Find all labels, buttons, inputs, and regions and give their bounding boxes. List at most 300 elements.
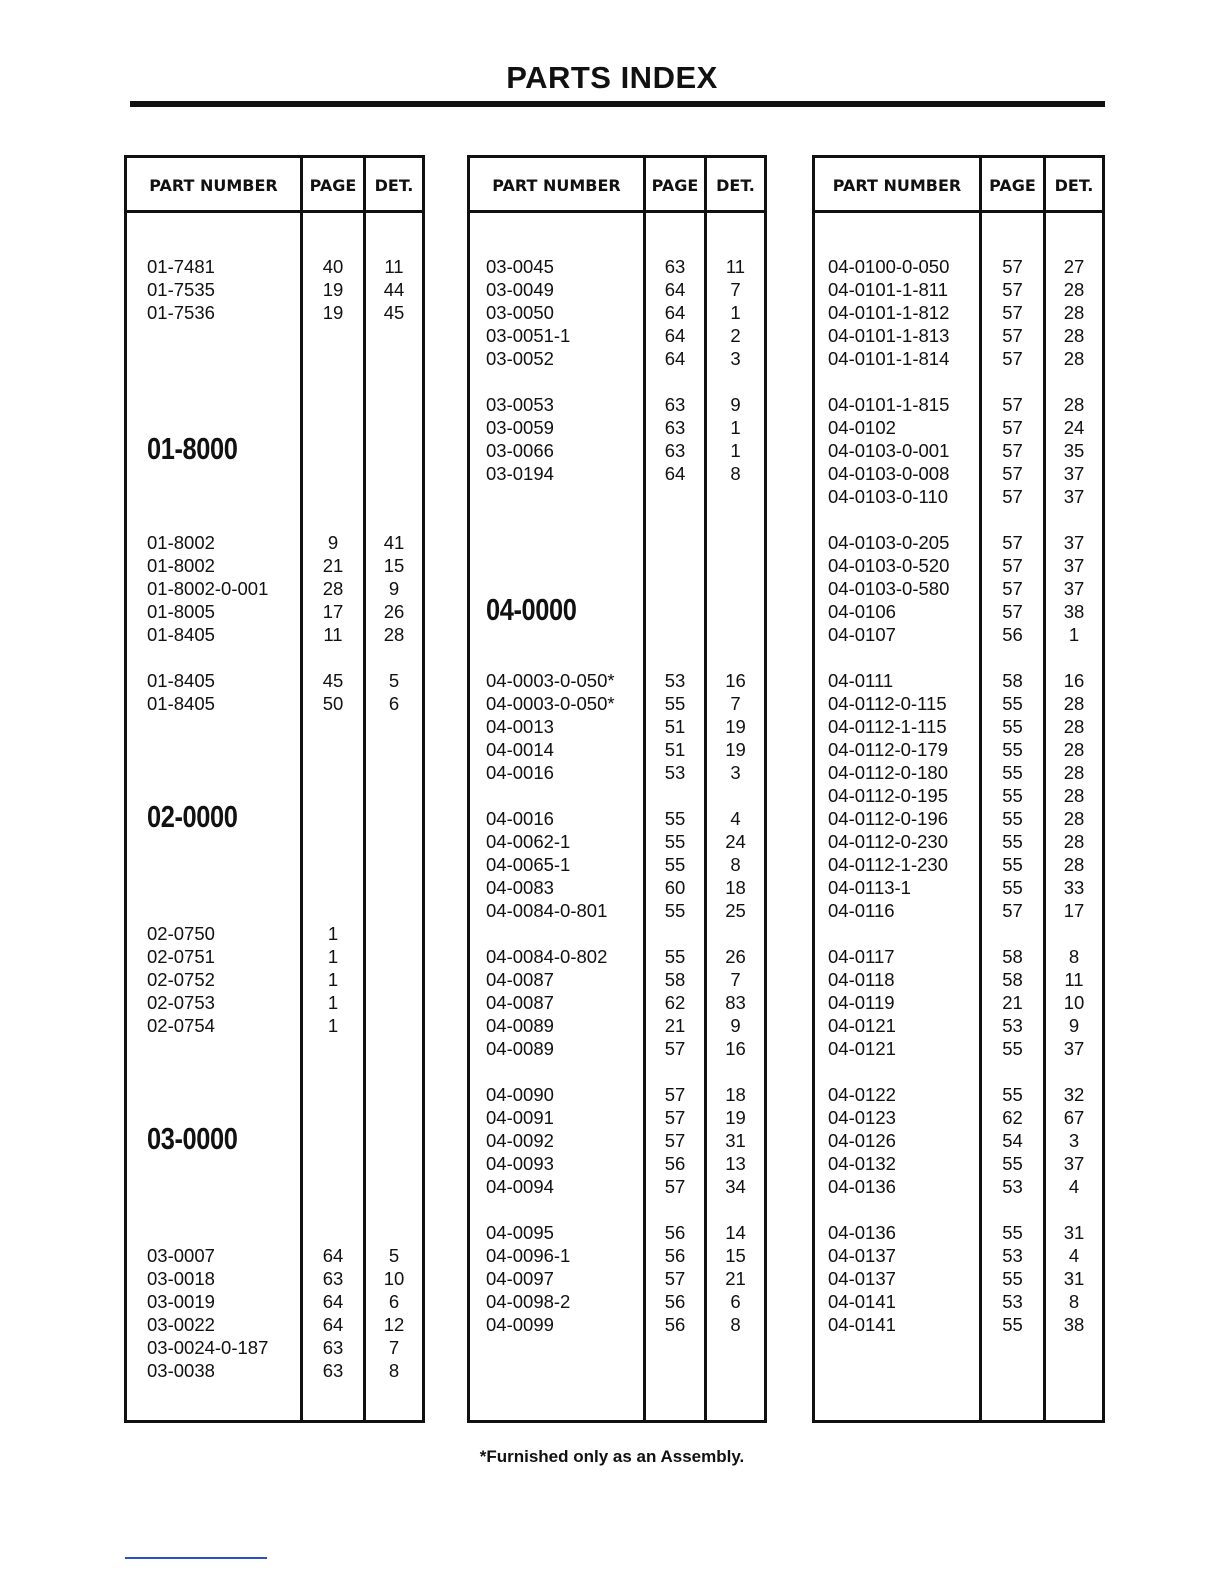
detail-number: 28 [1063,808,1085,829]
page-number: 55 [1002,693,1023,714]
detail-number: 11 [1064,969,1084,990]
part-number: 04-0084-0-802 [486,946,608,967]
part-number: 04-0141 [828,1291,896,1312]
part-number: 03-0053 [486,394,554,415]
part-number: 04-0101-1-815 [828,394,950,415]
table-row [470,945,764,968]
page-number: 63 [664,256,686,277]
part-number: 03-0051-1 [486,325,571,346]
part-number: 04-0016 [486,808,554,829]
detail-number: 37 [1063,1153,1085,1174]
table-row [815,807,1102,830]
detail-number: 8 [1068,1291,1080,1312]
part-number: 04-0083 [486,877,554,898]
page-number: 64 [664,279,686,300]
page-number: 64 [664,325,686,346]
table-row [815,462,1102,485]
detail-number: 37 [1063,532,1085,553]
detail-number: 25 [725,900,746,921]
detail-number: 7 [388,1337,400,1358]
detail-number: 17 [1063,900,1085,921]
page-number: 55 [664,808,686,829]
page-number: 55 [1002,785,1023,806]
table-row [815,278,1102,301]
section-heading: 04-0000 [486,592,577,627]
part-number: 03-0066 [486,440,554,461]
table-row [127,669,422,692]
part-number: 04-0119 [828,992,895,1013]
part-number: 04-0123 [828,1107,896,1128]
page-number: 63 [322,1337,344,1358]
part-number: 04-0016 [486,762,554,783]
page-number: 57 [1002,440,1023,461]
part-number: 03-0007 [147,1245,215,1266]
page-number: 57 [1002,578,1023,599]
page-number: 40 [322,256,344,277]
table-row [815,554,1102,577]
header-rule [127,210,422,213]
part-number: 04-0111 [828,670,894,691]
table-row [127,692,422,715]
detail-number: 7 [730,969,741,990]
page-number: 58 [1002,670,1023,691]
table-row [127,1014,422,1037]
page-number: 57 [664,1084,686,1105]
part-number: 01-8405 [147,670,215,691]
detail-number: 32 [1063,1084,1085,1105]
part-number: 01-7535 [147,279,215,300]
page-number: 64 [322,1245,344,1266]
table-row [470,1221,764,1244]
bottom-rule [125,1557,267,1559]
header-det: DET. [1054,176,1094,195]
table-row [127,1359,422,1382]
part-number: 04-0112-0-230 [828,831,948,852]
page-number: 55 [1002,1153,1023,1174]
page-number: 53 [1002,1245,1023,1266]
part-number: 04-0089 [486,1015,554,1036]
table-row [470,393,764,416]
header-det: DET. [716,176,755,195]
table-row [127,623,422,646]
part-number: 04-0090 [486,1084,554,1105]
detail-number: 31 [1063,1222,1085,1243]
detail-number: 9 [1068,1015,1080,1036]
part-number: 03-0022 [147,1314,215,1335]
part-number: 04-0106 [828,601,896,622]
table-row [127,577,422,600]
footnote: *Furnished only as an Assembly. [479,1447,745,1466]
page-number: 55 [1002,854,1023,875]
page-number: 55 [1002,1222,1023,1243]
table-row [470,439,764,462]
part-number: 04-0091 [486,1107,554,1128]
detail-number: 6 [388,1291,400,1312]
page-number: 55 [664,854,686,875]
parts-table-2 [467,155,767,1423]
header-part-number: PART NUMBER [492,176,621,195]
part-number: 04-0065-1 [486,854,571,875]
detail-number: 10 [1063,992,1085,1013]
page-number: 19 [322,279,344,300]
section-heading: 02-0000 [147,799,238,834]
page-number: 57 [1002,417,1023,438]
table-row [127,922,422,945]
part-number: 04-0084-0-801 [486,900,608,921]
table-row [127,278,422,301]
page-number: 53 [1002,1176,1023,1197]
page-number: 57 [1002,256,1023,277]
part-number: 04-0112-1-230 [828,854,948,875]
part-number: 04-0099 [486,1314,554,1335]
page-number: 55 [1002,1268,1023,1289]
table-row [470,1106,764,1129]
table-row [815,715,1102,738]
detail-number: 9 [730,1015,741,1036]
detail-number: 28 [1063,693,1085,714]
page-number: 56 [1002,624,1023,645]
page-number: 9 [327,532,339,553]
page-number: 63 [664,440,686,461]
table-row [815,968,1102,991]
table-row [470,1267,764,1290]
part-number: 04-0092 [486,1130,554,1151]
part-number: 01-8405 [147,624,215,645]
detail-number: 3 [730,348,741,369]
table-row [470,347,764,370]
table-row [127,554,422,577]
part-number: 02-0754 [147,1015,215,1036]
page-number: 1 [327,923,339,944]
detail-number: 1 [1068,624,1080,645]
page-number: 1 [327,969,339,990]
detail-number: 12 [383,1314,405,1335]
detail-number: 45 [383,302,405,323]
table-row [815,301,1102,324]
detail-number: 4 [1068,1176,1080,1197]
part-number: 02-0752 [147,969,215,990]
section-heading: 01-8000 [147,431,238,466]
table-row [815,255,1102,278]
page-number: 55 [664,693,686,714]
part-number: 04-0136 [828,1222,896,1243]
table-row [470,761,764,784]
detail-number: 16 [725,670,746,691]
detail-number: 37 [1063,578,1085,599]
part-number: 04-0121 [828,1038,896,1059]
table-row [470,1313,764,1336]
detail-number: 7 [730,693,741,714]
part-number: 04-0101-1-814 [828,348,950,369]
detail-number: 9 [730,394,741,415]
table-row [470,738,764,761]
table-row [470,462,764,485]
table-row [815,669,1102,692]
part-number: 04-0102 [828,417,896,438]
detail-number: 3 [730,762,741,783]
detail-number: 83 [725,992,746,1013]
page-number: 64 [664,348,686,369]
detail-number: 24 [725,831,746,852]
detail-number: 21 [725,1268,746,1289]
table-row [815,1267,1102,1290]
detail-number: 34 [725,1176,746,1197]
table-row [127,1267,422,1290]
part-number: 01-8002 [147,532,215,553]
page-number: 55 [664,831,686,852]
detail-number: 13 [725,1153,746,1174]
table-row [127,968,422,991]
part-number: 04-0103-0-520 [828,555,950,576]
part-number: 01-8005 [147,601,215,622]
page-number: 56 [664,1222,686,1243]
part-number: 04-0112-0-115 [828,693,947,714]
table-row [470,324,764,347]
column-divider [300,158,303,1420]
detail-number: 9 [388,578,400,599]
detail-number: 19 [725,1107,746,1128]
part-number: 04-0118 [828,969,895,990]
page-number: 57 [1002,325,1023,346]
page-number: 58 [664,969,686,990]
detail-number: 16 [725,1038,746,1059]
detail-number: 8 [730,463,741,484]
detail-number: 28 [1063,739,1085,760]
page-number: 57 [664,1107,686,1128]
part-number: 04-0112-0-195 [828,785,948,806]
table-row [470,255,764,278]
part-number: 01-7481 [147,256,215,277]
detail-number: 5 [388,670,400,691]
page-number: 55 [1002,716,1023,737]
page-number: 11 [323,624,343,645]
table-row [815,761,1102,784]
table-row [470,876,764,899]
table-row [815,1152,1102,1175]
detail-number: 27 [1063,256,1085,277]
part-number: 04-0121 [828,1015,896,1036]
table-row [815,899,1102,922]
part-number: 04-0117 [828,946,895,967]
page-number: 55 [664,900,686,921]
page-number: 57 [1002,601,1023,622]
part-number: 04-0101-1-812 [828,302,950,323]
table-row [815,1037,1102,1060]
page-number: 56 [664,1314,686,1335]
detail-number: 19 [725,739,746,760]
detail-number: 26 [725,946,746,967]
detail-number: 8 [388,1360,400,1381]
part-number: 04-0103-0-580 [828,578,950,599]
detail-number: 28 [1063,854,1085,875]
page-number: 53 [664,670,686,691]
part-number: 04-0112-0-196 [828,808,948,829]
table-row [127,255,422,278]
part-number: 04-0094 [486,1176,554,1197]
detail-number: 18 [725,877,746,898]
page-number: 1 [327,1015,339,1036]
detail-number: 28 [383,624,405,645]
page-number: 45 [322,670,344,691]
part-number: 04-0003-0-050* [486,670,615,691]
detail-number: 37 [1063,463,1085,484]
table-row [815,1106,1102,1129]
detail-number: 1 [730,440,741,461]
part-number: 04-0103-0-110 [828,486,948,507]
table-row [815,945,1102,968]
detail-number: 28 [1063,762,1085,783]
part-number: 04-0014 [486,739,554,760]
header-det: DET. [374,176,414,195]
table-row [470,715,764,738]
detail-number: 28 [1063,831,1085,852]
table-row [815,991,1102,1014]
detail-number: 2 [730,325,741,346]
table-row [815,692,1102,715]
part-number: 03-0038 [147,1360,215,1381]
table-row [470,853,764,876]
part-number: 04-0013 [486,716,554,737]
table-row [470,1083,764,1106]
detail-number: 5 [388,1245,400,1266]
page-number: 57 [1002,302,1023,323]
detail-number: 28 [1063,394,1085,415]
page-number: 64 [322,1314,344,1335]
page-number: 17 [322,601,344,622]
header-page: PAGE [309,176,357,195]
table-row [815,1129,1102,1152]
detail-number: 18 [725,1084,746,1105]
part-number: 03-0050 [486,302,554,323]
table-row [815,439,1102,462]
part-number: 01-8002 [147,555,215,576]
part-number: 04-0103-0-008 [828,463,950,484]
page-number: 64 [664,463,686,484]
title-rule [130,101,1105,107]
detail-number: 7 [730,279,741,300]
page-number: 53 [664,762,686,783]
page-number: 57 [664,1038,686,1059]
detail-number: 38 [1063,1314,1085,1335]
detail-number: 19 [725,716,746,737]
table-row [815,324,1102,347]
detail-number: 10 [383,1268,405,1289]
detail-number: 37 [1063,486,1085,507]
page-number: 57 [1002,532,1023,553]
detail-number: 11 [725,256,746,277]
part-number: 03-0052 [486,348,554,369]
detail-number: 24 [1063,417,1085,438]
page-number: 28 [322,578,344,599]
part-number: 02-0753 [147,992,215,1013]
part-number: 04-0103-0-205 [828,532,950,553]
part-number: 04-0062-1 [486,831,571,852]
part-number: 03-0194 [486,463,554,484]
parts-table-3 [812,155,1105,1423]
table-row [127,1313,422,1336]
page-number: 57 [664,1130,686,1151]
page-number: 56 [664,1291,686,1312]
table-row [470,692,764,715]
header-rule [815,210,1102,213]
table-row [815,485,1102,508]
table-row [815,577,1102,600]
table-row [127,1336,422,1359]
table-row [470,416,764,439]
detail-number: 6 [730,1291,741,1312]
part-number: 03-0024-0-187 [147,1337,269,1358]
table-row [815,1313,1102,1336]
part-number: 01-7536 [147,302,215,323]
table-row [127,991,422,1014]
detail-number: 35 [1063,440,1085,461]
detail-number: 28 [1063,348,1085,369]
table-row [470,301,764,324]
detail-number: 28 [1063,785,1085,806]
detail-number: 1 [730,302,741,323]
part-number: 02-0750 [147,923,215,944]
part-number: 04-0093 [486,1153,554,1174]
table-row [470,1290,764,1313]
detail-number: 38 [1063,601,1085,622]
page-number: 55 [664,946,686,967]
page-number: 51 [664,716,686,737]
part-number: 04-0101-1-813 [828,325,950,346]
page-number: 21 [664,1015,686,1036]
page-number: 55 [1002,808,1023,829]
table-row [470,278,764,301]
part-number: 02-0751 [147,946,215,967]
table-row [470,968,764,991]
page-number: 53 [1002,1291,1023,1312]
part-number: 04-0089 [486,1038,554,1059]
part-number: 04-0096-1 [486,1245,571,1266]
page-number: 55 [1002,877,1023,898]
table-row [815,1290,1102,1313]
detail-number: 11 [384,256,404,277]
table-row [470,991,764,1014]
table-row [815,784,1102,807]
part-number: 04-0097 [486,1268,554,1289]
table-row [470,669,764,692]
section-heading: 03-0000 [147,1121,238,1156]
part-number: 04-0103-0-001 [828,440,950,461]
page-title: PARTS INDEX [506,60,718,95]
page-number: 54 [1002,1130,1023,1151]
part-number: 04-0112-1-115 [828,716,947,737]
page-number: 53 [1002,1015,1023,1036]
table-row [127,600,422,623]
detail-number: 31 [725,1130,746,1151]
part-number: 04-0141 [828,1314,896,1335]
page-number: 55 [1002,1038,1023,1059]
table-row [815,830,1102,853]
part-number: 04-0137 [828,1245,896,1266]
part-number: 03-0049 [486,279,554,300]
column-divider [363,158,366,1420]
table-row [815,876,1102,899]
part-number: 04-0095 [486,1222,554,1243]
part-number: 04-0112-0-179 [828,739,948,760]
detail-number: 8 [730,1314,741,1335]
page-number: 63 [322,1268,344,1289]
table-row [127,1244,422,1267]
table-row [815,1083,1102,1106]
page-number: 63 [322,1360,344,1381]
detail-number: 1 [730,417,741,438]
page-number: 57 [664,1176,686,1197]
page-number: 57 [1002,486,1023,507]
